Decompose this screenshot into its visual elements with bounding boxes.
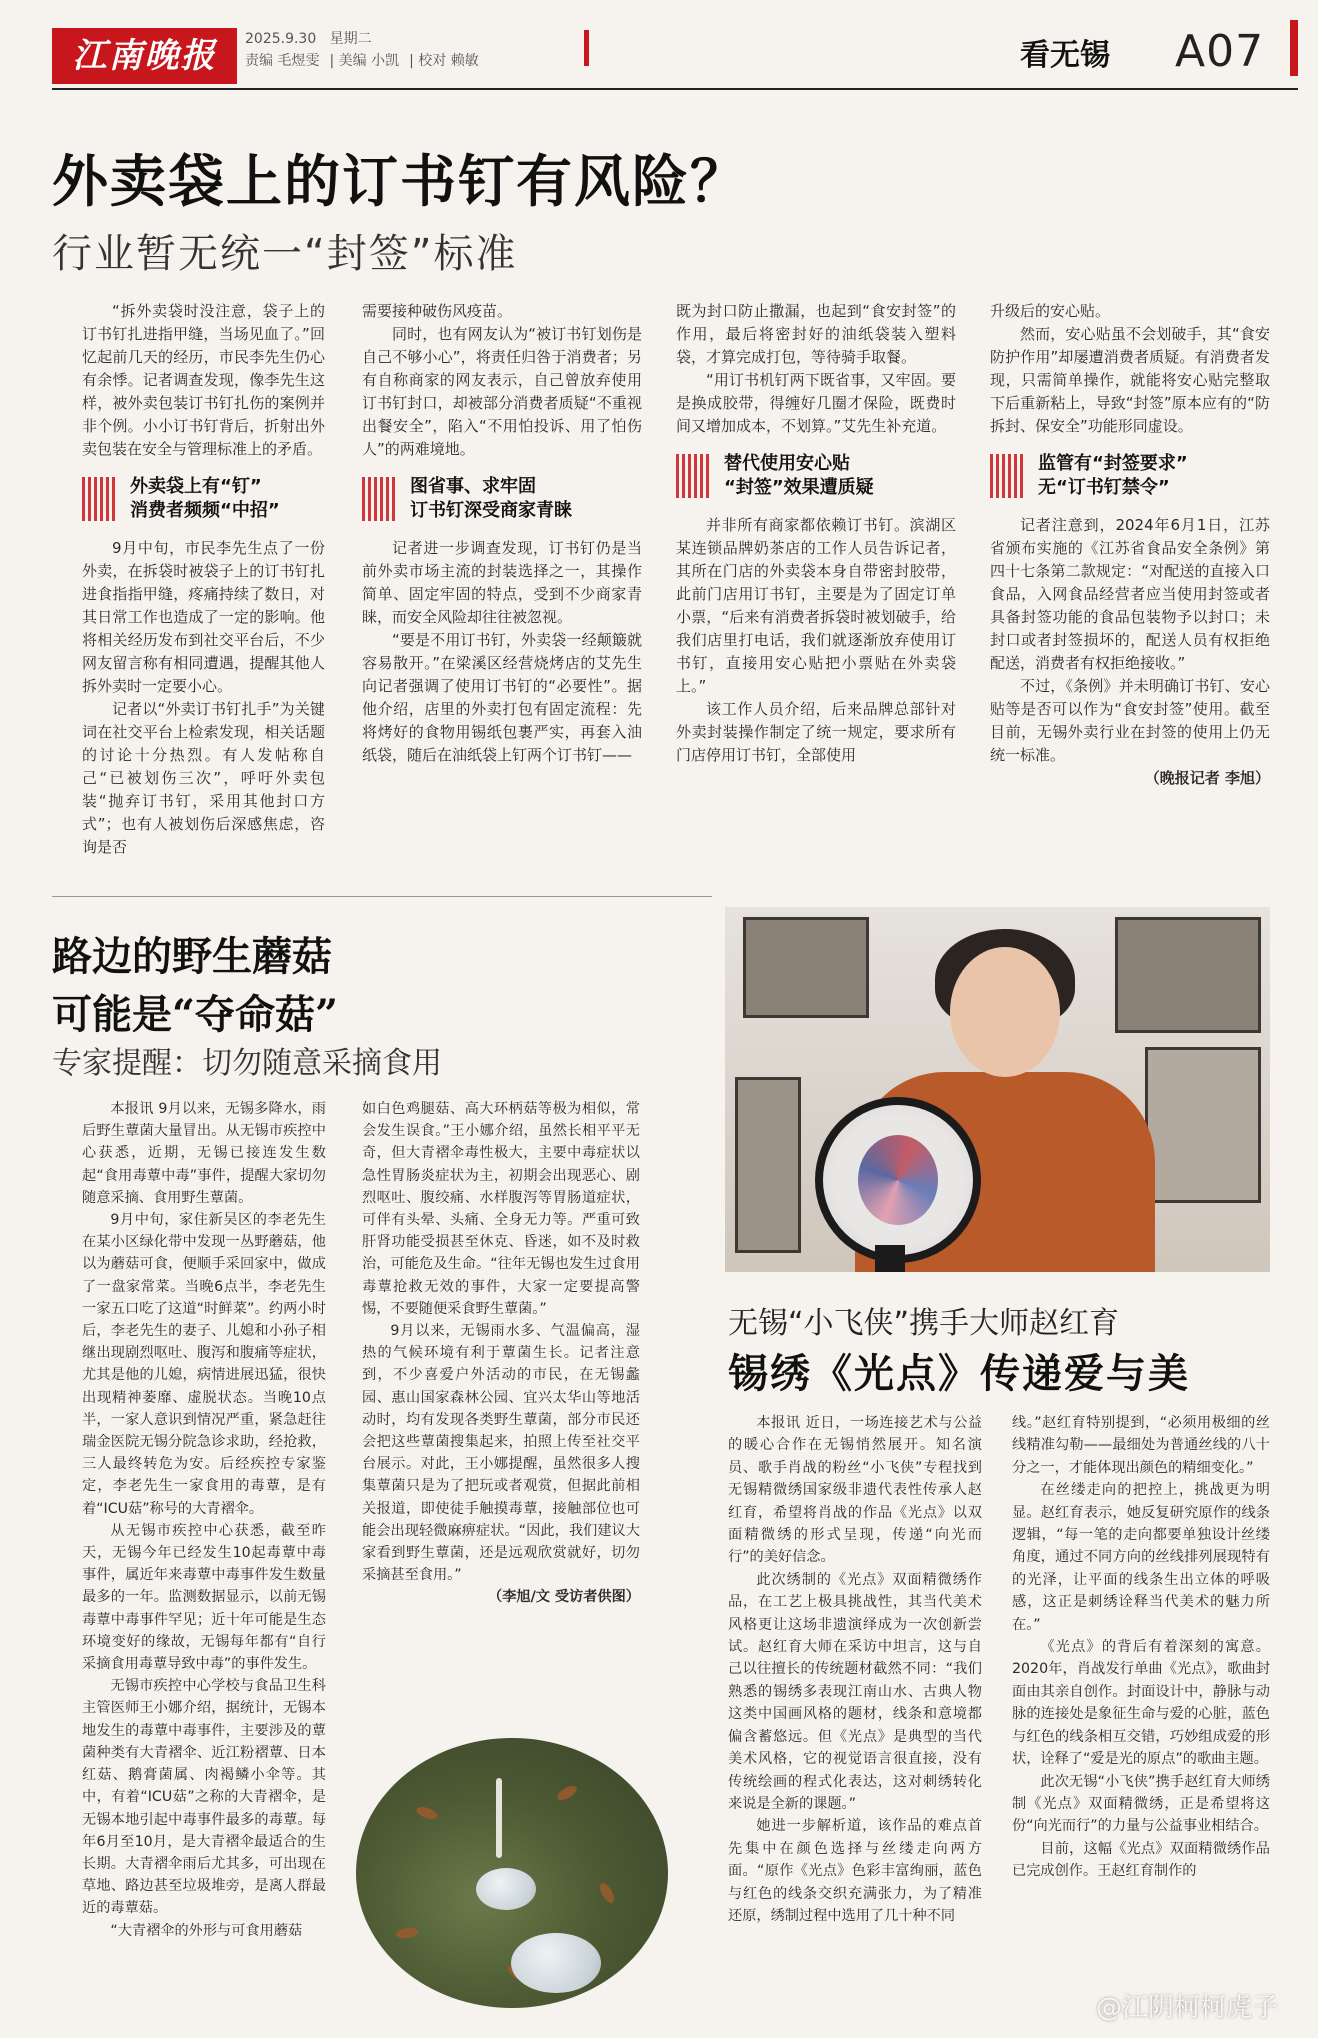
paragraph: 该工作人员介绍，后来品牌总部针对外卖封装操作制定了统一规定，要求所有门店停用订书钉，全部使用 (676, 700, 956, 764)
paragraph: 本报讯 9月以来，无锡多降水，雨后野生蕈菌大量冒出。从无锡市疾控中心获悉，近期，无锡已接连发生数起“食用毒蕈中毒”事件，提醒大家切勿随意采摘、食用野生蕈菌。 (82, 1101, 326, 1206)
paragraph: 线。”赵红育特别提到，“必须用极细的丝线精准勾勒——最细处为普通丝线的八十分之一，才能体现出颜色的精细变化。” (1012, 1415, 1270, 1476)
issue-weekday: 星期二 (329, 31, 372, 47)
article2-subtitle: 专家提醒：切勿随意采摘食用 (52, 1046, 442, 1081)
section-rule (52, 896, 712, 897)
paragraph: 从无锡市疾控中心获悉，截至昨天，无锡今年已经发生10起毒蕈中毒事件，属近年来毒蕈中毒事件发生数量最多的一年。监测数据显示，以前无锡毒蕈中毒事件罕见；近十年可能是生态环境变好的缘故，无锡每年都有“自行采摘食用毒蕈导致中毒”的事件发生。 (82, 1522, 326, 1673)
mushroom-cap (511, 1933, 601, 1993)
paragraph: 目前，这幅《光点》双面精微绣作品已完成创作。王赵红育制作的 (1012, 1840, 1270, 1880)
paragraph: 9月中旬，家住新吴区的李老先生在某小区绿化带中发现一丛野蘑菇，他以为蘑菇可食，便顺手采回家中，做成了一盘家常菜。当晚6点半，李老先生一家五口吃了这道“时鲜菜”。约两小时后，李老先生的妻子、儿媳和小孙子相继出现剧烈呕吐、腹泻和腹痛等症状，尤其是他的儿媳，病情进展迅猛，很快出现精神萎靡、虚脱状态。当晚10点半，一家人意识到情况严重，紧急赶往瑞金医院无锡分院急诊求助，经抢救，三人最终转危为安。后经疾控专家鉴定，李老先生一家食用的毒蕈，是有着“ICU菇”称号的大青褶伞。 (82, 1212, 326, 1517)
issue-date: 2025.9.30 (245, 31, 317, 47)
paragraph: 记者以“外卖订书钉扎手”为关键词在社交平台上检索发现，相关话题的讨论十分热烈。有人发帖称自己“已被划伤三次”，呼吁外卖包装“抛弃订书钉，采用其他封口方式”；也有人被划伤后深感焦虑，咨询是否 (82, 700, 325, 856)
paragraph: 《光点》的背后有着深刻的寓意。2020年，肖战发行单曲《光点》，歌曲封面由其亲自创作。封面设计中，静脉与动脉的连接处是象征生命与爱的心脏，蓝色与红色的线条相互交错，巧妙组成爱的形状，诠释了“爱是光的原点”的歌曲主题。 (1012, 1639, 1270, 1768)
article1-subheading-4 (990, 452, 1270, 500)
article3-column-1 (728, 1412, 982, 1927)
paragraph: 如白色鸡腿菇、高大环柄菇等极为相似，常会发生误食。”王小娜介绍，虽然长相平平无奇，但大青褶伞毒性极大，主要中毒症状以急性胃肠炎症状为主，初期会出现恶心、剧烈呕吐、腹绞痛、水样腹泻等胃肠道症状，可伴有头晕、头痛、全身无力等。严重可致肝肾功能受损甚至休克、昏迷，如不及时救治，可能危及生命。“往年无锡也发生过食用毒蕈抢救无效的事件，大家一定要提高警惕，不要随便采食野生蕈菌。” (362, 1101, 640, 1317)
article2-column-1 (82, 1098, 326, 1942)
paragraph: 然而，安心贴虽不会划破手，其“食安防护作用”却屡遭消费者质疑。有消费者发现，只需简单操作，就能将安心贴完整取下后重新粘上，导致“封签”原本应有的“防拆封、保安全”功能形同虚设。 (990, 325, 1270, 435)
artist-photo (725, 907, 1270, 1272)
paragraph: 不过，《条例》并未明确订书钉、安心贴等是否可以作为“食安封签”使用。截至目前，无锡外卖行业在封签的使用上仍无统一标准。 (990, 677, 1270, 764)
article1-column-1 (82, 300, 325, 859)
masthead-rule (52, 88, 1298, 90)
artist-face (950, 947, 1060, 1077)
article1-title: 外卖袋上的订书钉有风险？ (52, 149, 748, 215)
paragraph: 此次无锡“小飞侠”携手赵红育大师绣制《光点》双面精微绣，正是希望将这份“向光而行”的力量与公益事业相结合。 (1012, 1773, 1270, 1835)
leaf-shape (555, 1783, 579, 1803)
article1-column-3 (676, 300, 956, 767)
paragraph: 她进一步解析道，该作品的难点首先集中在颜色选择与丝缕走向两方面。“原作《光点》色彩丰富绚丽，蓝色与红色的线条交织充满张力，为了精准还原，绣制过程中选用了几十种不同 (728, 1818, 982, 1924)
mushroom-cap (476, 1868, 536, 1910)
subheading-mark-icon (82, 477, 116, 521)
paragraph: “要是不用订书钉，外卖袋一经颠簸就容易散开。”在梁溪区经营烧烤店的艾先生向记者强调了使用订书钉的“必要性”。据他介绍，店里的外卖打包有固定流程：先将烤好的食物用锡纸包裹严实，再套入油纸袋，随后在油纸袋上钉两个订书钉—— (362, 631, 642, 764)
paragraph: 升级后的安心贴。 (990, 302, 1111, 320)
wall-frame (1115, 917, 1261, 1033)
paragraph: “大青褶伞的外形与可食用蘑菇 (110, 1922, 303, 1939)
article3-title-line-2: 锡绣《光点》传递爱与美 (728, 1350, 1190, 1397)
proof-credit: 校对 赖敏 (418, 53, 479, 69)
article1-column-2 (362, 300, 642, 767)
article1-subheading-1 (82, 475, 325, 523)
leaf-shape (395, 1926, 418, 1940)
subheading-mark-icon (676, 454, 710, 498)
issue-meta: 2025.9.30 星期二 责编 毛煜雯 | 美编 小凯 | 校对 赖敏 (245, 31, 479, 69)
article2-title (52, 928, 338, 1044)
embroidery-artwork (858, 1135, 938, 1225)
paragraph: 无锡市疾控中心学校与食品卫生科主管医师王小娜介绍，据统计，无锡本地发生的毒蕈中毒事件，主要涉及的蕈菌种类有大青褶伞、近江粉褶蕈、日本红菇、鹅膏菌属、肉褐鳞小伞等。其中，有着“ICU菇”之称的大青褶伞，是无锡本地引起中毒事件最多的毒蕈。每年6月至10月，是大青褶伞最适合的生长期。大青褶伞雨后尤其多，可出现在草地、路边甚至垃圾堆旁，是离人群最近的毒蕈菇。 (82, 1678, 326, 1917)
paragraph: “拆外卖袋时没注意，袋子上的订书钉扎进指甲缝，当场见血了。”回忆起前几天的经历，市民李先生仍心有余悸。记者调查发现，像李先生这样，被外卖包装订书钉扎伤的案例并非个例。小小订书钉背后，折射出外卖包装在安全与管理标准上的矛盾。 (82, 302, 325, 458)
article1-byline: （晚报记者 李旭） (1144, 769, 1270, 787)
leaf-shape (597, 1881, 617, 1905)
article1-column-4 (990, 300, 1270, 790)
article2-title-line-1: 路边的野生蘑菇 (52, 933, 332, 980)
masthead (0, 0, 1318, 90)
mushroom-stem (496, 1778, 502, 1858)
article2-byline: （李旭/文 受访者供图） (488, 1589, 640, 1606)
paragraph: 本报讯 近日，一场连接艺术与公益的暖心合作在无锡悄然展开。知名演员、歌手肖战的粉丝“小飞侠”专程找到无锡精微绣国家级非遗代表性传承人赵红育，希望将肖战的作品《光点》以双面精微绣的形式呈现，传递“向光而行”的美好信念。 (728, 1415, 982, 1566)
subheading-text: 外卖袋上有“钉” 消费者频频“中招” (130, 476, 280, 521)
article3-column-2 (1012, 1412, 1270, 1883)
paragraph: 9月中旬，市民李先生点了一份外卖，在拆袋时被袋子上的订书钉扎进食指指甲缝，疼痛持续了数日，对其日常工作也造成了一定的影响。他将相关经历发布到社交平台后，不少网友留言称有相同遭遇，提醒其他人拆外卖时一定要小心。 (82, 539, 325, 695)
subheading-text: 监管有“封签要求” 无“订书钉禁令” (1038, 453, 1188, 498)
accent-bar (1290, 20, 1298, 76)
paragraph: 需要接种破伤风疫苗。 (362, 302, 513, 320)
paragraph: 在丝缕走向的把控上，挑战更为明显。赵红育表示，她反复研究原作的线条逻辑，“每一笔的走向都要单独设计丝缕角度，通过不同方向的丝线排列展现特有的光泽，让平面的线条生出立体的呼吸感，这正是刺绣诠释当代美术的魅力所在。” (1012, 1482, 1270, 1633)
subheading-mark-icon (990, 454, 1024, 498)
paragraph: 并非所有商家都依赖订书钉。滨湖区某连锁品牌奶茶店的工作人员告诉记者，其所在门店的外卖袋本身自带密封胶带，此前门店用订书钉，主要是为了固定订单小票，“后来有消费者拆袋时被划破手，给我们店里打电话，我们就逐渐放弃使用订书钉，直接用安心贴把小票贴在外卖袋上。” (676, 516, 956, 695)
wall-frame (743, 917, 869, 1018)
paragraph: 此次绣制的《光点》双面精微绣作品，在工艺上极具挑战性，其当代美术风格更让这场非遗演绎成为一次创新尝试。赵红育大师在采访中坦言，这与自己以往擅长的传统题材截然不同：“我们熟悉的锡绣多表现江南山水、古典人物这类中国画风格的题材，线条和意境都偏含蓄悠远。但《光点》是典型的当代美术风格，它的视觉语言很直接，没有传统绘画的程式化表达，这对刺绣转化来说是全新的课题。” (728, 1571, 982, 1812)
paragraph: 记者注意到，2024年6月1日，江苏省颁布实施的《江苏省食品安全条例》第四十七条第二款规定：“对配送的直接入口食品，入网食品经营者应当使用封签或者具备封签功能的食品包装物予以封口；未封口或者封签损坏的，配送人员有权拒绝配送，消费者有权拒绝接收。” (990, 516, 1270, 672)
article1-subtitle: 行业暂无统一“封签”标准 (52, 231, 518, 277)
section-name: 看无锡 (1020, 38, 1110, 73)
newspaper-logo: 江南晚报 (52, 28, 237, 84)
article2-title-line-2: 可能是“夺命菇” (52, 991, 339, 1038)
subheading-text: 图省事、求牢固 订书钉深受商家青睐 (410, 476, 572, 521)
subheading-text: 替代使用安心贴 “封签”效果遭质疑 (724, 453, 874, 498)
subheading-mark-icon (362, 477, 396, 521)
paragraph: “用订书机钉两下既省事，又牢固。要是换成胶带，得缠好几圈才保险，既费时间又增加成本，不划算。”艾先生补充道。 (676, 371, 956, 435)
divider-bar (584, 30, 589, 66)
mushroom-photo (356, 1738, 668, 2008)
article2-column-2 (362, 1098, 640, 1609)
editor-credit: 责编 毛煜雯 (245, 53, 320, 69)
article1-subheading-2 (362, 475, 642, 523)
page-number: A07 (1175, 26, 1265, 77)
art-credit: 美编 小凯 (338, 53, 400, 69)
wall-frame (1145, 1047, 1261, 1203)
paragraph: 9月以来，无锡雨水多、气温偏高，湿热的气候环境有利于蕈菌生长。记者注意到，不少喜爱户外活动的市民，在无锡蠡园、惠山国家森林公园、宜兴太华山等地活动时，均有发现各类野生蕈菌，部分市民还会把这些蕈菌搜集起来，拍照上传至社交平台展示。对此，王小娜提醒，虽然很多人搜集蕈菌只是为了把玩或者观赏，但据此前相关报道，即使徒手触摸毒蕈，接触部位也可能会出现轻微麻痹症状。“因此，我们建议大家看到野生蕈菌，还是远观欣赏就好，切勿采摘甚至食用。” (362, 1323, 640, 1584)
wall-frame (735, 1077, 801, 1253)
watermark: @江阴柯柯虎子 (1095, 1993, 1278, 2023)
hoop-stand (875, 1245, 905, 1272)
paragraph: 既为封口防止撒漏，也起到“食安封签”的作用，最后将密封好的油纸袋装入塑料袋，才算完成打包，等待骑手取餐。 (676, 302, 956, 366)
article3-title-line-1: 无锡“小飞侠”携手大师赵红育 (728, 1306, 1120, 1341)
leaf-shape (415, 1805, 439, 1822)
embroidery-hoop (815, 1097, 981, 1263)
paragraph: 同时，也有网友认为“被订书钉划伤是自己不够小心”，将责任归咎于消费者；另有自称商家的网友表示，自己曾放弃使用订书钉封口，却被部分消费者质疑“不重视出餐安全”，陷入“不用怕投诉、用了怕伤人”的两难境地。 (362, 325, 642, 458)
article1-subheading-3 (676, 452, 956, 500)
paragraph: 记者进一步调查发现，订书钉仍是当前外卖市场主流的封装选择之一，其操作简单、固定牢固的特点，受到不少商家青睐，而安全风险却往往被忽视。 (362, 539, 642, 626)
